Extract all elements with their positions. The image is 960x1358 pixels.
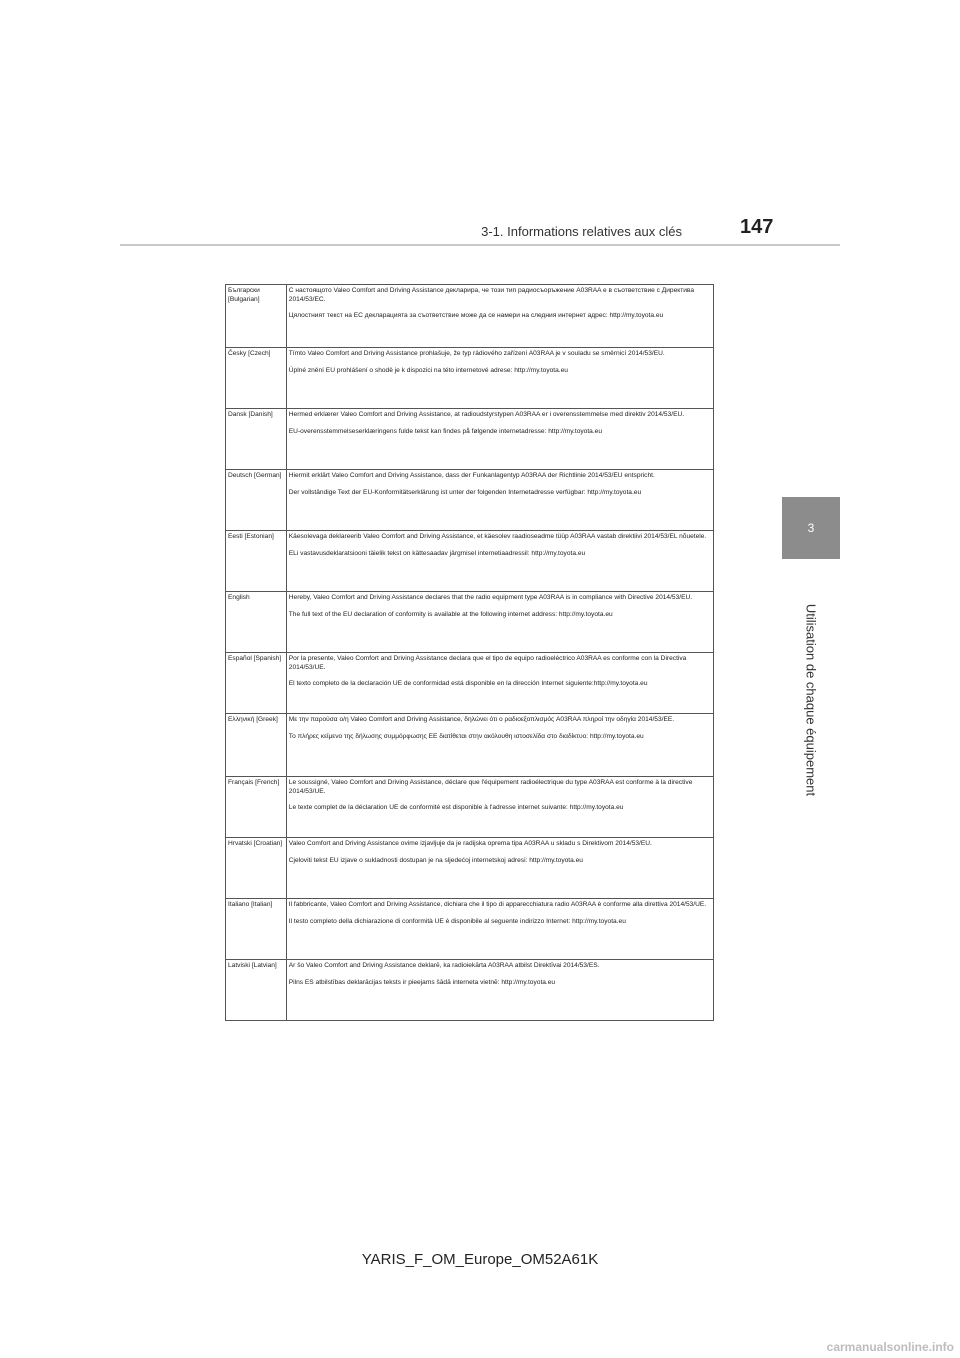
- table-row: [226, 592, 714, 653]
- declaration-text: Ar šo Valeo Comfort and Driving Assistance deklarē, ka radioiekārta A03RAA atbilst Direktīvai 2014/53/ES.: [288, 962, 600, 969]
- table-row: [226, 714, 714, 777]
- declaration-text: С настоящото Valeo Comfort and Driving Assistance декларира, че този тип радиосъоръжение A03RAA е в съответствие с Директива 2014/53/ЕС.: [288, 287, 695, 303]
- declaration-text: Hermed erklærer Valeo Comfort and Driving Assistance, at radioudstyrstypen A03RAA er i overensstemmelse med direktiv 2014/53/EU.: [288, 411, 685, 418]
- language-cell: Dansk [Danish]: [226, 409, 287, 470]
- declaration-text: Le soussigné, Valeo Comfort and Driving Assistance, déclare que l'équipement radioélectrique du type A03RAA est conforme à la directive 2014/53/UE.: [288, 779, 693, 795]
- table-row: [226, 531, 714, 592]
- table-row: [226, 470, 714, 531]
- declaration-cell: [286, 531, 713, 592]
- declaration-cell: [286, 960, 713, 1021]
- declaration-cell: [286, 653, 713, 714]
- declaration-link-text: Цялостният текст на ЕС декларацията за съответствие може да се намери на следния интернет адрес: http://my.toyota.eu: [288, 312, 664, 320]
- language-cell: Deutsch [German]: [226, 470, 287, 531]
- declaration-link-text: Il testo completo della dichiarazione di conformità UE è disponibile al seguente indirizzo Internet: http://my.toyota.eu: [288, 917, 626, 925]
- table-row: [226, 960, 714, 1021]
- language-cell: Български [Bulgarian]: [226, 285, 287, 348]
- language-cell: Česky [Czech]: [226, 348, 287, 409]
- language-cell: English: [226, 592, 287, 653]
- declaration-link-text: ELi vastavusdeklaratsiooni täielik tekst on kättesaadav järgmisel internetiaadressil: http://my.toyota.eu: [288, 549, 586, 557]
- declaration-text: Tímto Valeo Comfort and Driving Assistance prohlašuje, že typ rádiového zařízení A03RAA je v souladu se směrnicí 2014/53/EU.: [288, 350, 665, 357]
- language-cell: Hrvatski [Croatian]: [226, 838, 287, 899]
- table-row: [226, 777, 714, 838]
- declaration-link-text: Le texte complet de la déclaration UE de conformité est disponible à l'adresse internet suivante: http://my.toyota.eu: [288, 804, 624, 812]
- declaration-cell: [286, 470, 713, 531]
- declaration-table: [225, 284, 714, 1021]
- declaration-text: Hereby, Valeo Comfort and Driving Assistance declares that the radio equipment type A03RAA is in compliance with Directive 2014/53/EU.: [288, 594, 693, 601]
- declaration-link-text: Pilns ES atbilstības deklarācijas teksts ir pieejams šādā interneta vietnē: http://my.toyota.eu: [288, 978, 556, 986]
- declaration-text: Por la presente, Valeo Comfort and Driving Assistance declara que el tipo de equipo radioeléctrico A03RAA es conforme con la Directiva 2014/53/UE.: [288, 655, 687, 671]
- declaration-link-text: Το πλήρες κείμενο της δήλωσης συμμόρφωσης ΕΕ διατίθεται στην ακόλουθη ιστοσελίδα στο διαδίκτυο: http://my.toyota.eu: [288, 732, 644, 740]
- declaration-cell: [286, 714, 713, 777]
- language-cell: Italiano [Italian]: [226, 899, 287, 960]
- declaration-text: Hiermit erklärt Valeo Comfort and Driving Assistance, dass der Funkanlagentyp A03RAA der Richtlinie 2014/53/EU entspricht.: [288, 472, 655, 479]
- declaration-cell: [286, 409, 713, 470]
- table-row: [226, 285, 714, 348]
- document-code: YARIS_F_OM_Europe_OM52A61K: [361, 1251, 599, 1268]
- table-row: [226, 899, 714, 960]
- table-row: [226, 653, 714, 714]
- declaration-text: Käesolevaga deklareerib Valeo Comfort and Driving Assistance, et käesolev raadioseadme tüüp A03RAA vastab direktiivi 2014/53/EL nõuetele.: [288, 533, 707, 540]
- language-cell: Latviski [Latvian]: [226, 960, 287, 1021]
- declaration-link-text: EU-overensstemmelseserklæringens fulde tekst kan findes på følgende internetadresse: http://my.toyota.eu: [288, 427, 603, 435]
- chapter-number: 3: [807, 521, 815, 535]
- declaration-cell: [286, 285, 713, 348]
- language-cell: Ελληνική [Greek]: [226, 714, 287, 777]
- declaration-link-text: Úplné znění EU prohlášení o shodě je k dispozici na této internetové adrese: http://my.toyota.eu: [288, 366, 568, 374]
- declaration-cell: [286, 777, 713, 838]
- language-cell: Eesti [Estonian]: [226, 531, 287, 592]
- site-watermark[interactable]: carmanualsonline.info: [826, 1340, 954, 1354]
- declaration-text: Με την παρούσα ο/η Valeo Comfort and Driving Assistance, δηλώνει ότι ο ραδιοεξοπλισμός A03RAA πληροί την οδηγία 2014/53/ΕΕ.: [288, 716, 675, 723]
- language-cell: Français [French]: [226, 777, 287, 838]
- page-number: 147: [740, 216, 774, 238]
- table-row: [226, 348, 714, 409]
- declaration-cell: [286, 592, 713, 653]
- chapter-tab[interactable]: [782, 497, 840, 559]
- declaration-cell: [286, 838, 713, 899]
- declaration-link-text: Cjeloviti tekst EU izjave o sukladnosti dostupan je na sljedećoj internetskoj adresi: http://my.toyota.eu: [288, 856, 583, 864]
- section-title: 3-1. Informations relatives aux clés: [481, 224, 682, 239]
- declaration-cell: [286, 899, 713, 960]
- header-divider: [120, 244, 840, 246]
- language-cell: Español [Spanish]: [226, 653, 287, 714]
- table-row: [226, 409, 714, 470]
- declaration-cell: [286, 348, 713, 409]
- declaration-link-text: The full text of the EU declaration of conformity is available at the following internet address: http://my.toyota.eu: [288, 610, 613, 618]
- declaration-text: Valeo Comfort and Driving Assistance ovime izjavljuje da je radijska oprema tipa A03RAA u skladu s Direktivom 2014/53/EU.: [288, 840, 652, 847]
- declaration-link-text: El texto completo de la declaración UE de conformidad está disponible en la dirección Internet siguiente:http://my.toyota.eu: [288, 680, 648, 688]
- declaration-text: Il fabbricante, Valeo Comfort and Driving Assistance, dichiara che il tipo di apparecchiatura radio A03RAA è conforme alla direttiva 2014/53/UE.: [288, 901, 707, 908]
- declaration-link-text: Der vollständige Text der EU-Konformitätserklärung ist unter der folgenden Internetadresse verfügbar: http://my.toyota.eu: [288, 488, 642, 496]
- chapter-label: Utilisation de chaque équipement: [803, 603, 819, 797]
- table-row: [226, 838, 714, 899]
